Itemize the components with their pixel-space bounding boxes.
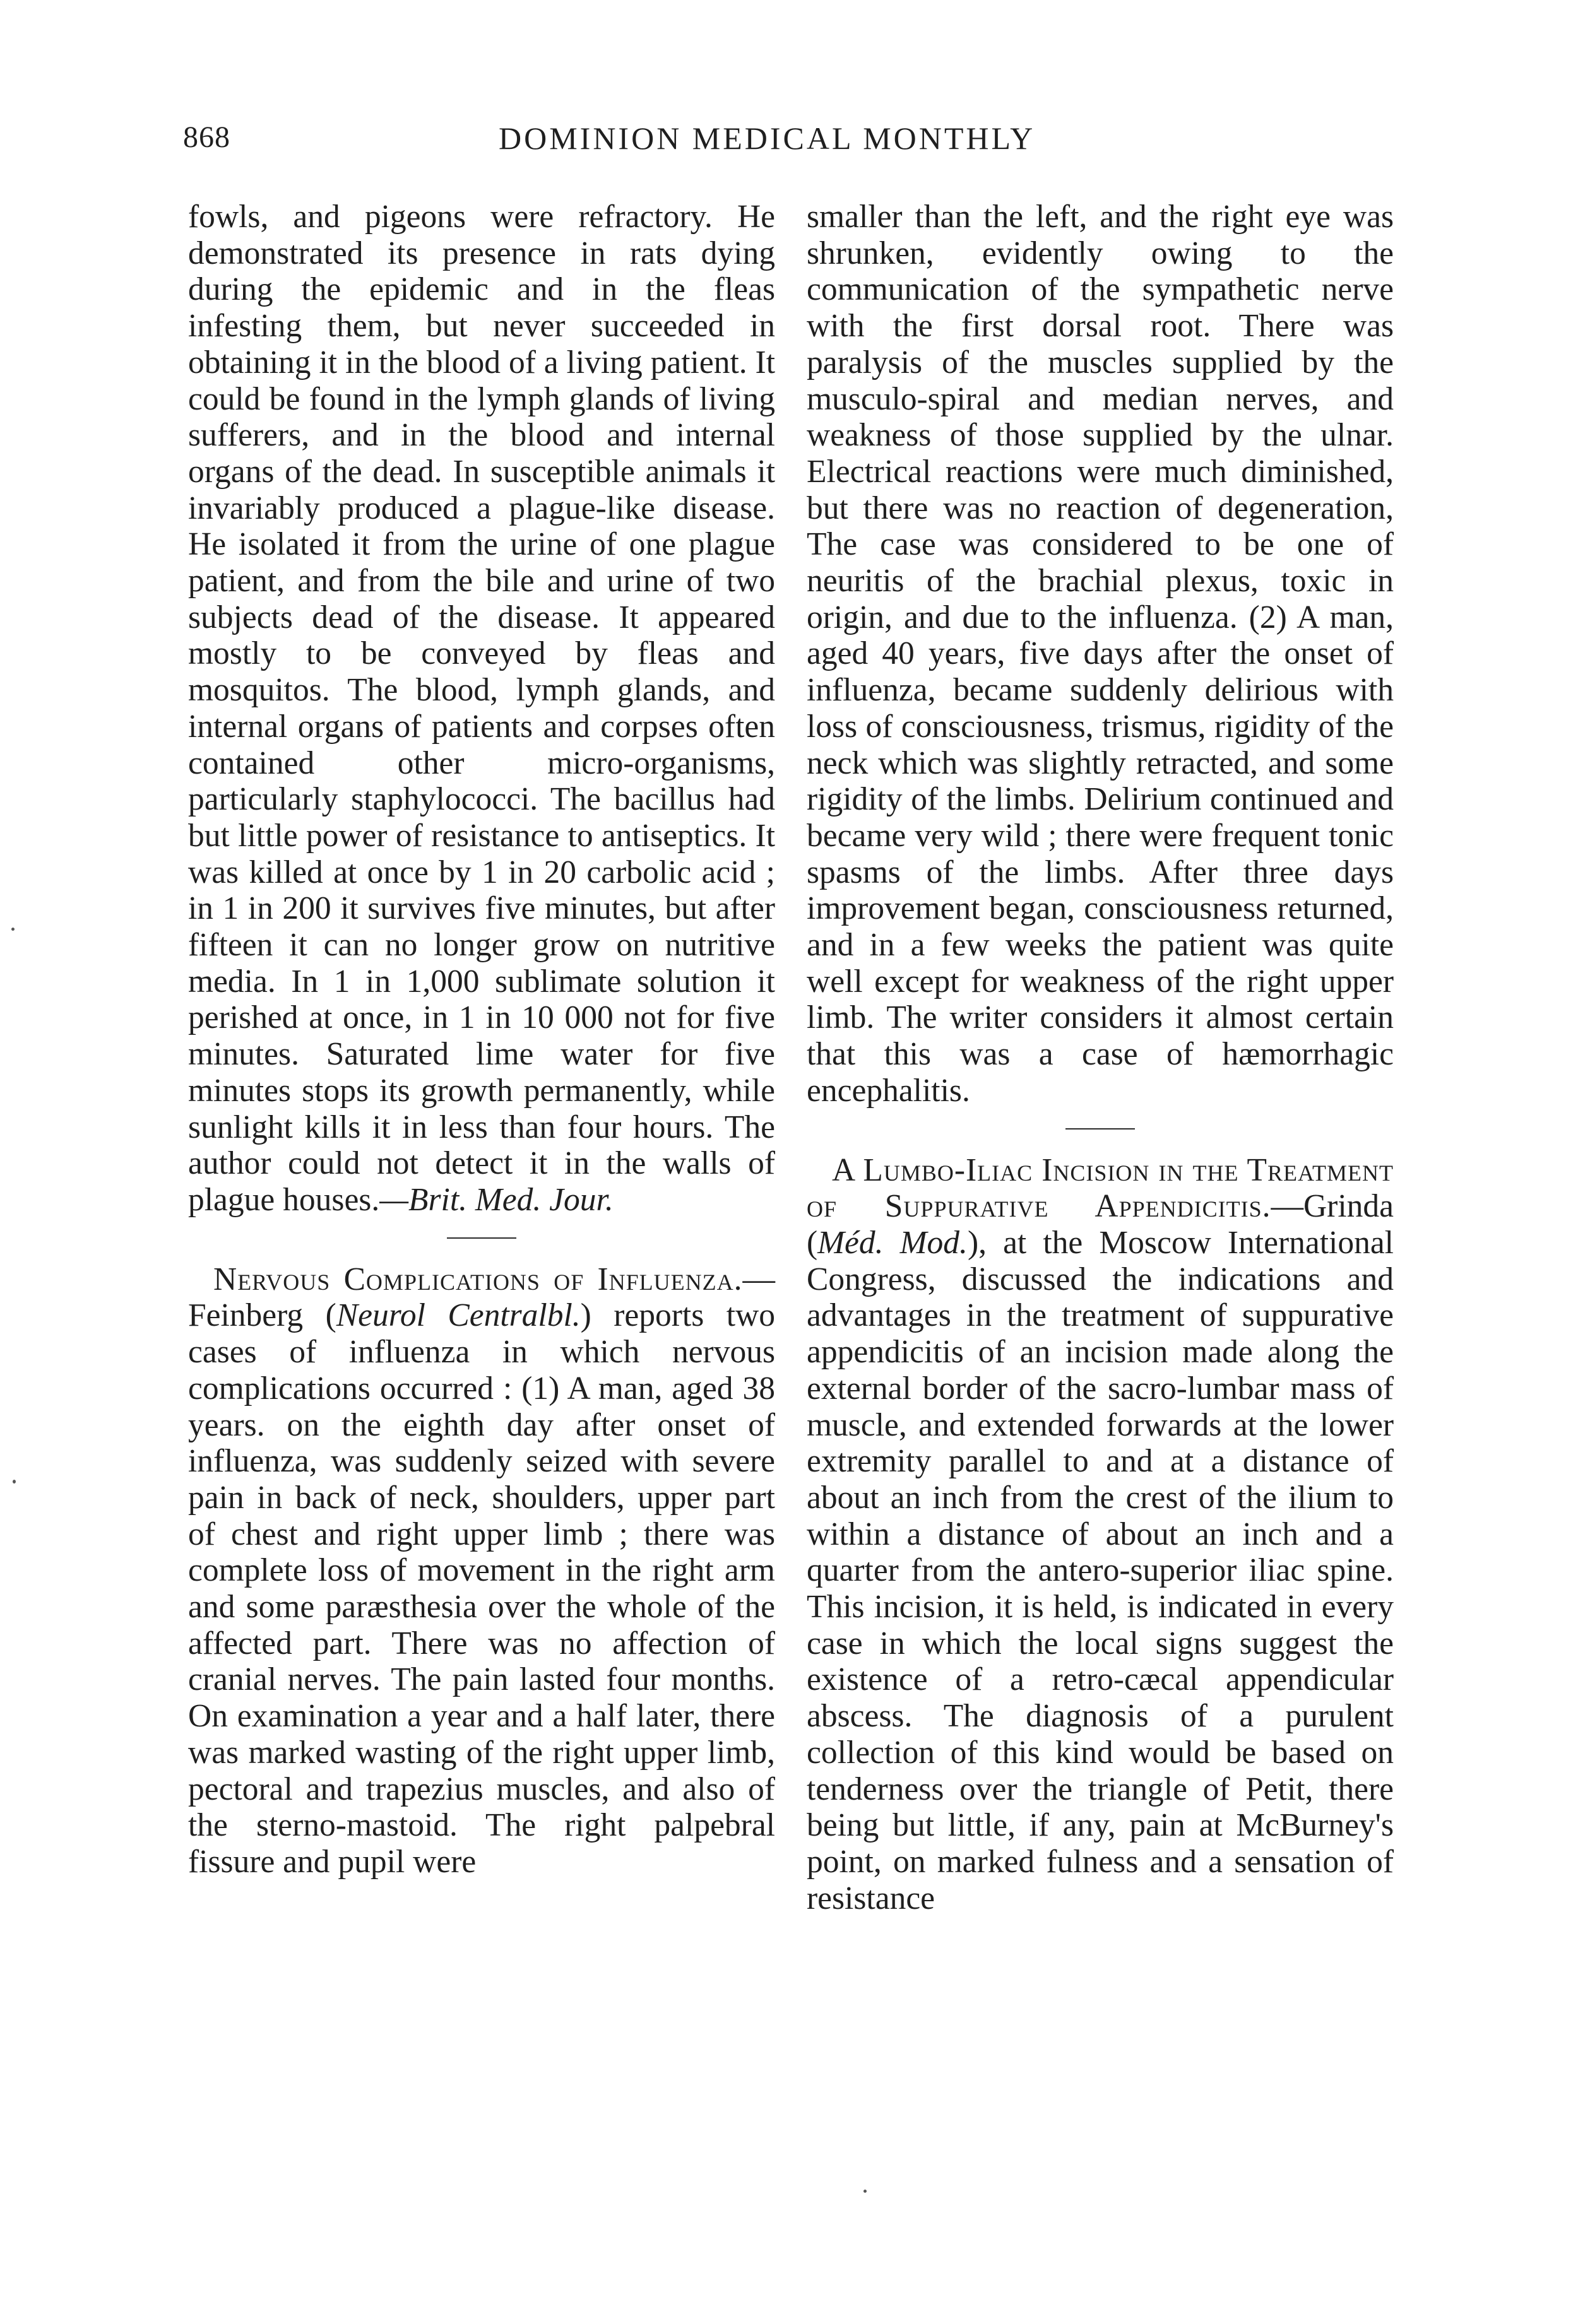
section-divider — [447, 1237, 516, 1239]
page-number: 868 — [183, 121, 230, 154]
plague-source: —Brit. Med. Jour. — [379, 1181, 614, 1218]
section-divider — [1065, 1128, 1135, 1130]
plague-text: fowls, and pigeons were refractory. He demonstrated its presence in rats dying during the epidemic and in the fleas infesting them, but never succeeded in obtaining it in the blood of a living patient. It could be found in the lymph glands of living sufferers, and in the blood and internal organs of the dead. In susceptible animals it invariably produced a plague-like disease. He isolated it from the urine of one plague patient, and from the bile and urine of two subjects dead of the disease. It appeared mostly to be conveyed by fleas and mosquitos. The blood, lymph glands, and internal organs of patients and corpses often contained other micro-organisms, particularly staphylococci. The bacillus had but little power of resistance to antiseptics. It was killed at once by 1 in 20 carbolic acid ; in 1 in 200 it survives five minutes, but after fifteen it can no longer grow on nutritive media. In 1 in 1,000 sublimate solution it perished at once, in 1 in 10 000 not for five minutes. Saturated lime water for five minutes stops its growth permanently, while sunlight kills it in less than four hours. The author could not detect it in the walls of plague houses. — [188, 199, 775, 1218]
lumbo-article-heading: A Lumbo-Iliac Incision in the Treatment of Suppurative Appendicitis. — [807, 1152, 1394, 1225]
right-column — [807, 199, 1394, 1916]
print-speck — [863, 2190, 867, 2193]
print-speck — [11, 928, 15, 931]
nervous-article-journal: Neurol Centralbl. — [336, 1297, 581, 1334]
lumbo-article-body: ), at the Moscow International Congress, discussed the indications and advantages in the treatment of suppurative appendicitis of an incision made along the external border of the sacro-lumbar mass of muscle, and extended forwards at the lower extremity parallel to and at a distance of about an inch from the crest of the ilium to within a distance of about an inch and a quarter from the antero-superior iliac spine. This incision, it is held, is indicated in every case in which the local signs suggest the existence of a retro-cæcal appendicular abscess. The diagnosis of a purulent collection of this kind would be based on tenderness over the triangle of Petit, there being but little, if any, pain at McBurney's point, on marked fulness and a sensation of resistance — [807, 1224, 1394, 1916]
nervous-article-author: —Feinberg ( — [188, 1261, 775, 1334]
print-speck — [13, 1480, 16, 1483]
nervous-article-heading: Nervous Complications of Influenza. — [213, 1261, 743, 1297]
nervous-complications-article — [188, 1261, 775, 1880]
nervous-continuation-text: smaller than the left, and the right eye was shrunken, evidently owing to the communication of the sympathetic nerve with the first dorsal root. There was paralysis of the muscles supplied by the musculo-spiral and median nerves, and weakness of those supplied by the ulnar. Electrical reactions were much diminished, but there was no reaction of degeneration, The case was considered to be one of neuritis of the brachial plexus, toxic in origin, and due to the influenza. (2) A man, aged 40 years, five days after the onset of influenza, became suddenly delirious with loss of consciousness, trismus, rigidity of the neck which was slightly retracted, and some rigidity of the limbs. Delirium continued and became very wild ; there were frequent tonic spasms of the limbs. After three days improvement began, consciousness returned, and in a few weeks the patient was quite well except for weakness of the right upper limb. The writer considers it almost certain that this was a case of hæmorrhagic encephalitis. — [807, 199, 1394, 1109]
plague-article-continuation — [188, 199, 775, 1218]
journal-title: DOMINION MEDICAL MONTHLY — [499, 121, 1036, 156]
nervous-article-body: ) reports two cases of influenza in which nervous complications occurred : (1) A man, aged 38 years. on the eighth day after onset of influenza, was suddenly seized with severe pain in back of neck, shoulders, upper part of chest and right upper limb ; there was complete loss of movement in the right arm and some paræsthesia over the whole of the affected part. There was no affection of cranial nerves. The pain lasted four months. On examination a year and a half later, there was marked wasting of the right upper limb, pectoral and trapezius muscles, and also of the sterno-mastoid. The right palpebral fissure and pupil were — [188, 1297, 775, 1880]
page-header — [183, 120, 1445, 170]
lumbo-article-author: —Grinda ( — [807, 1188, 1394, 1261]
lumbo-article-journal: Méd. Mod. — [817, 1224, 968, 1261]
nervous-article-continuation — [807, 199, 1394, 1109]
left-column — [188, 199, 775, 1880]
lumbo-iliac-article — [807, 1152, 1394, 1917]
